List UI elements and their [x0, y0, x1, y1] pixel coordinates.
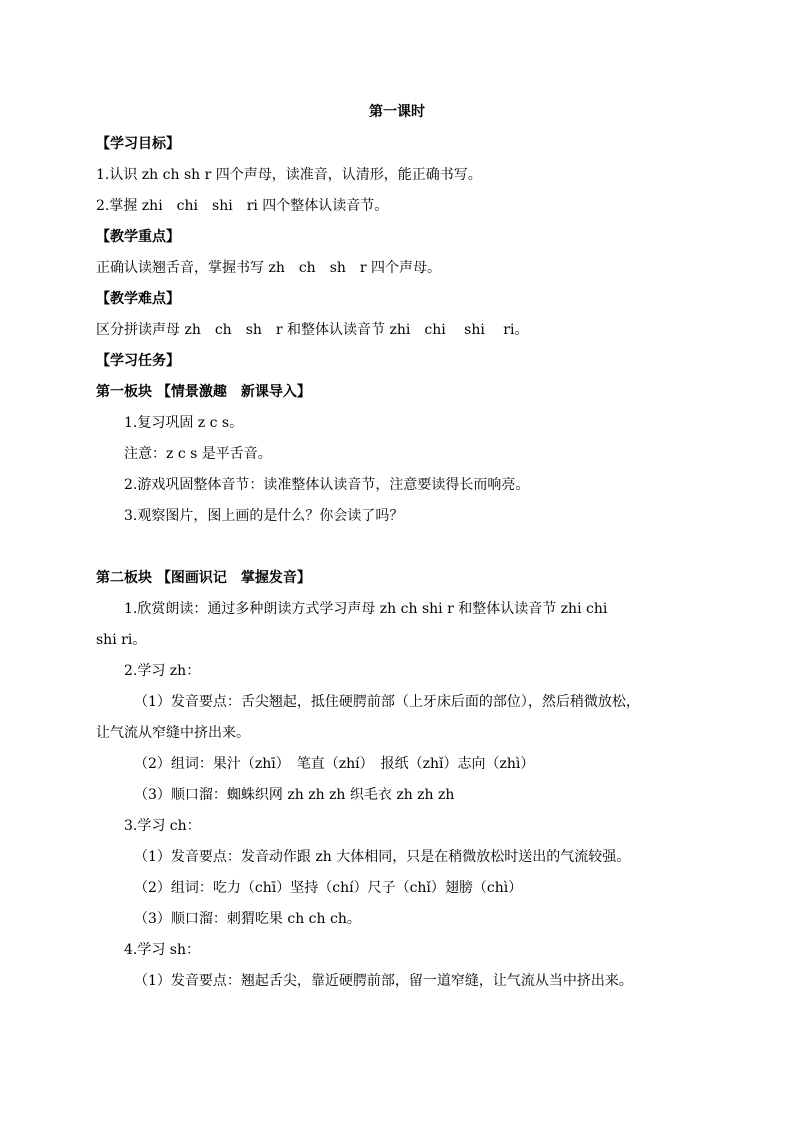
- block2-step-3: 3.学习 ch：: [124, 818, 201, 834]
- block2-step-4: 4.学习 sh：: [124, 942, 201, 958]
- key-point-text: 正确认读翘舌音，掌握书写 zh ch sh r 四个声母。: [96, 260, 442, 276]
- section-heading-learning-goals: 【学习目标】: [96, 136, 180, 152]
- section-heading-difficulties: 【教学难点】: [96, 291, 180, 307]
- ch-words: （2）组词：吃力（chī）坚持（chí）尺子（chǐ）翅膀（chì）: [134, 880, 523, 896]
- block-heading-1: 第一板块 【情景激趣 新课导入】: [96, 384, 311, 400]
- zh-rhyme: （3）顺口溜：蜘蛛织网 zh zh zh 织毛衣 zh zh zh: [134, 787, 455, 803]
- goal-item-1: 1.认识 zh ch sh r 四个声母，读准音，认清形，能正确书写。: [96, 167, 482, 183]
- block2-step-2: 2.学习 zh：: [124, 663, 201, 679]
- page-title: 第一课时: [369, 104, 425, 120]
- ch-rhyme: （3）顺口溜：刺猬吃果 ch ch ch。: [134, 911, 361, 927]
- section-heading-learning-tasks: 【学习任务】: [96, 353, 180, 369]
- goal-item-2: 2.掌握 zhi chi shi ri 四个整体认读音节。: [96, 198, 389, 214]
- block1-step-1: 1.复习巩固 z c s。: [124, 415, 244, 431]
- block-heading-2: 第二板块 【图画识记 掌握发音】: [96, 570, 311, 586]
- ch-pronunciation: （1）发音要点：发音动作跟 zh 大体相同，只是在稍微放松时送出的气流较强。: [134, 849, 631, 865]
- zh-pronunciation-cont: 让气流从窄缝中挤出来。: [96, 725, 250, 741]
- difficulty-text: 区分拼读声母 zh ch sh r 和整体认读音节 zhi chi shi ri。: [96, 322, 529, 338]
- block1-step-2: 2.游戏巩固整体音节：读准整体认读音节，注意要读得长而响亮。: [124, 477, 530, 493]
- block2-step-1: 1.欣赏朗读：通过多种朗读方式学习声母 zh ch shi r 和整体认读音节 zhi chi: [124, 601, 608, 617]
- block2-step-1-cont: shi ri。: [96, 632, 147, 648]
- block1-note: 注意：z c s 是平舌音。: [124, 446, 272, 462]
- section-heading-key-points: 【教学重点】: [96, 229, 180, 245]
- zh-pronunciation: （1）发音要点：舌尖翘起，抵住硬腭前部（上牙床后面的部位），然后稍微放松，: [134, 694, 640, 710]
- zh-words: （2）组词：果汁（zhī） 笔直（zhí） 报纸（zhǐ）志向（zhì）: [134, 756, 535, 772]
- sh-pronunciation: （1）发音要点：翘起舌尖，靠近硬腭前部，留一道窄缝，让气流从当中挤出来。: [134, 973, 633, 989]
- block1-step-3: 3.观察图片，图上画的是什么？你会读了吗？: [124, 508, 404, 524]
